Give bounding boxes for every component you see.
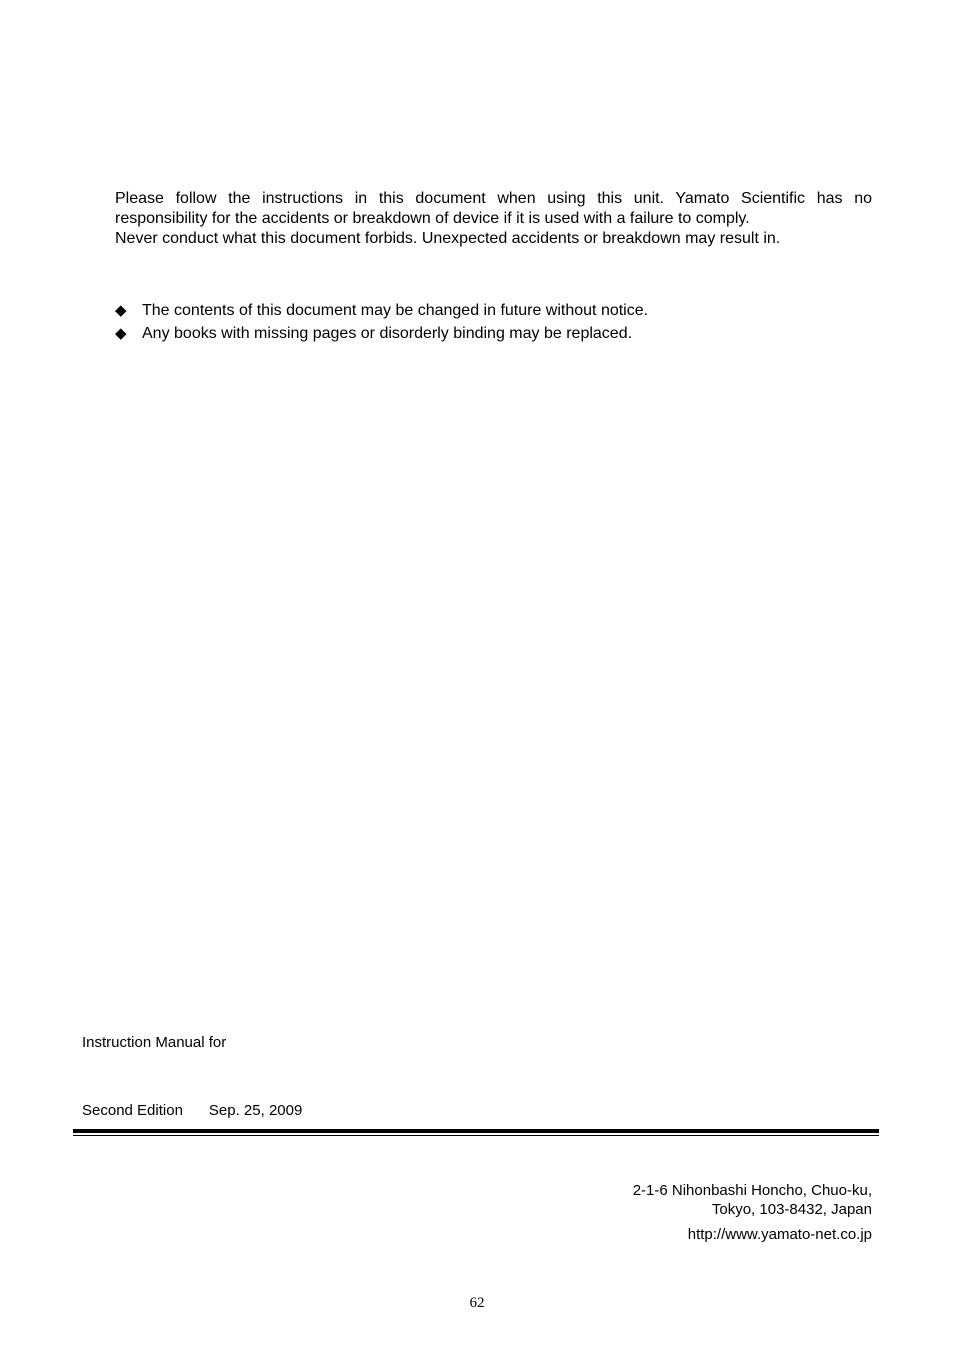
company-address <box>633 1181 872 1244</box>
divider-thick <box>73 1129 879 1133</box>
bullet-text: Any books with missing pages or disorderly binding may be replaced. <box>142 325 633 342</box>
list-item <box>115 299 872 322</box>
notice-line-2: responsibility for the accidents or breakdown of device if it is used with a failure to comply. <box>115 210 750 227</box>
edition-label: Second Edition <box>82 1102 183 1119</box>
manual-title: Instruction Manual for <box>82 1034 227 1051</box>
black-diamond-icon: ◆ <box>115 325 127 342</box>
notice-line-3: Never conduct what this document forbids. Unexpected accidents or breakdown may result in. <box>115 230 781 247</box>
bullet-text: The contents of this document may be changed in future without notice. <box>142 302 649 319</box>
edition-date: Sep. 25, 2009 <box>208 1102 303 1119</box>
notice-bullet-list <box>115 299 872 345</box>
address-line-1: 2-1-6 Nihonbashi Honcho, Chuo-ku, <box>632 1182 872 1199</box>
website-link[interactable]: http://www.yamato-net.co.jp <box>687 1226 872 1243</box>
edition-line <box>82 1102 302 1120</box>
divider-thin <box>73 1135 879 1136</box>
page-number: 62 <box>469 1295 485 1311</box>
notice-block <box>115 189 872 249</box>
list-item <box>115 322 872 345</box>
black-diamond-icon: ◆ <box>115 302 127 319</box>
address-line-2: Tokyo, 103-8432, Japan <box>711 1201 872 1218</box>
notice-line-1: Please follow the instructions in this document when using this unit. Yamato Scientific has no <box>115 190 872 207</box>
